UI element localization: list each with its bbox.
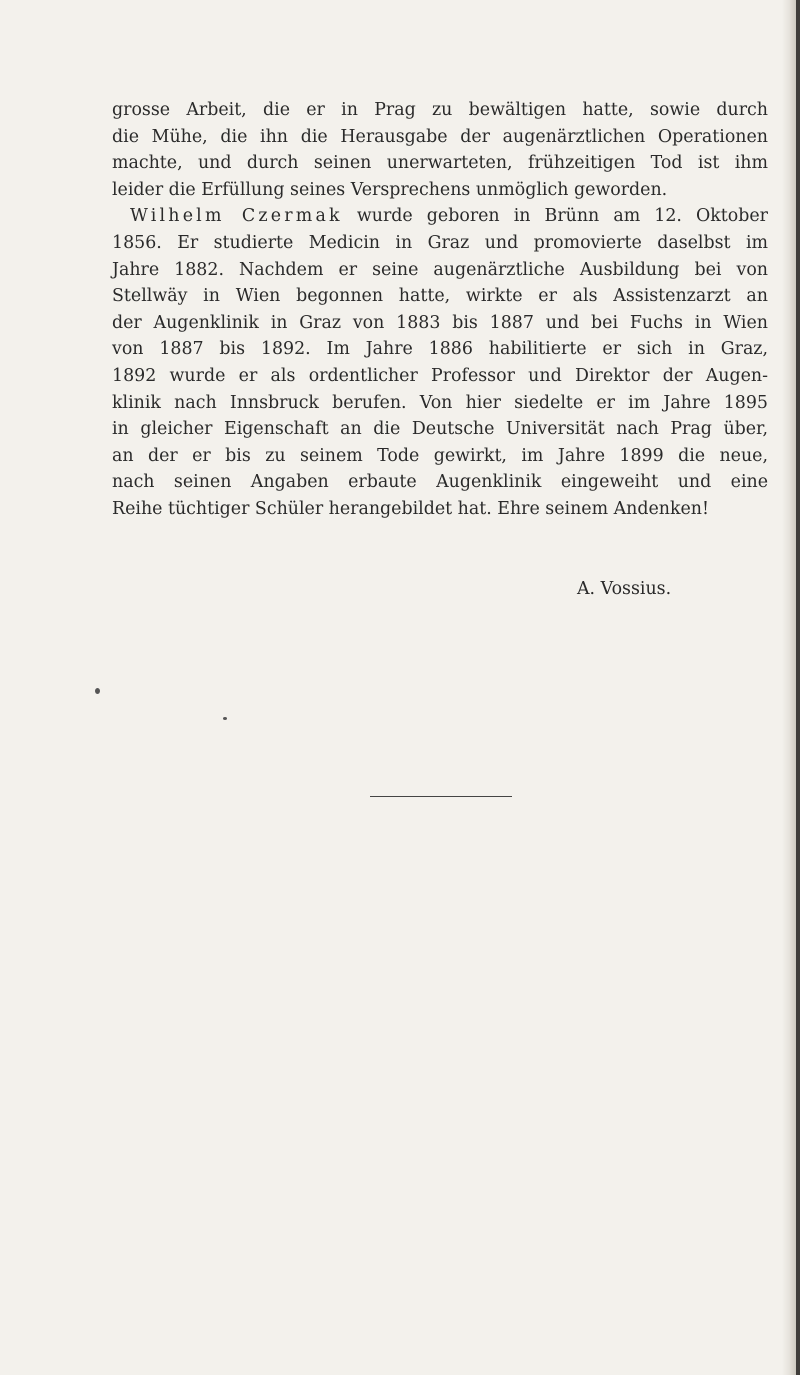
text-line: nach seinen Angaben erbaute Augenklinik eingeweiht und eine xyxy=(112,472,768,493)
text-line: Reihe tüchtiger Schüler herangebildet hat. Ehre seinem Andenken! xyxy=(112,498,709,519)
separator-rule xyxy=(370,796,512,797)
text-line: machte, und durch seinen unerwarteten, frühzeitigen Tod ist ihm xyxy=(112,153,768,174)
person-name: Wilhelm Czermak xyxy=(130,206,343,227)
text-line: an der er bis zu seinem Tode gewirkt, im Jahre 1899 die neue, xyxy=(112,445,768,466)
text-line: die Mühe, die ihn die Herausgabe der augenärztlichen Operationen xyxy=(112,126,768,147)
text-line: der Augenklinik in Graz von 1883 bis 1887 und bei Fuchs in Wien xyxy=(112,312,768,333)
ink-speck xyxy=(95,688,100,694)
text-fragment: wurde geboren in Brünn am 12. Oktober xyxy=(356,206,768,227)
text-line: von 1887 bis 1892. Im Jahre 1886 habilitierte er sich in Graz, xyxy=(112,339,768,360)
text-line: 1892 wurde er als ordentlicher Professor und Direktor der Augen- xyxy=(112,365,768,386)
text-line: 1856. Er studierte Medicin in Graz und promovierte daselbst im xyxy=(112,232,768,253)
paragraph-2-first-line xyxy=(112,203,768,230)
page-edge-dark xyxy=(796,0,800,1375)
text-line: grosse Arbeit, die er in Prag zu bewältigen hatte, sowie durch xyxy=(112,100,768,120)
text-line: klinik nach Innsbruck berufen. Von hier siedelte er im Jahre 1895 xyxy=(112,392,768,413)
body-text xyxy=(112,97,768,523)
author-signature: A. Vossius. xyxy=(577,579,672,599)
text-line: Stellwäy in Wien begonnen hatte, wirkte er als Assistenzarzt an xyxy=(112,286,768,307)
text-line: Jahre 1882. Nachdem er seine augenärztliche Ausbildung bei von xyxy=(112,259,768,280)
text-line: in gleicher Eigenschaft an die Deutsche Universität nach Prag über, xyxy=(112,419,768,440)
ink-speck xyxy=(223,717,227,720)
text-line: leider die Erfüllung seines Versprechens unmöglich geworden. xyxy=(112,179,668,200)
